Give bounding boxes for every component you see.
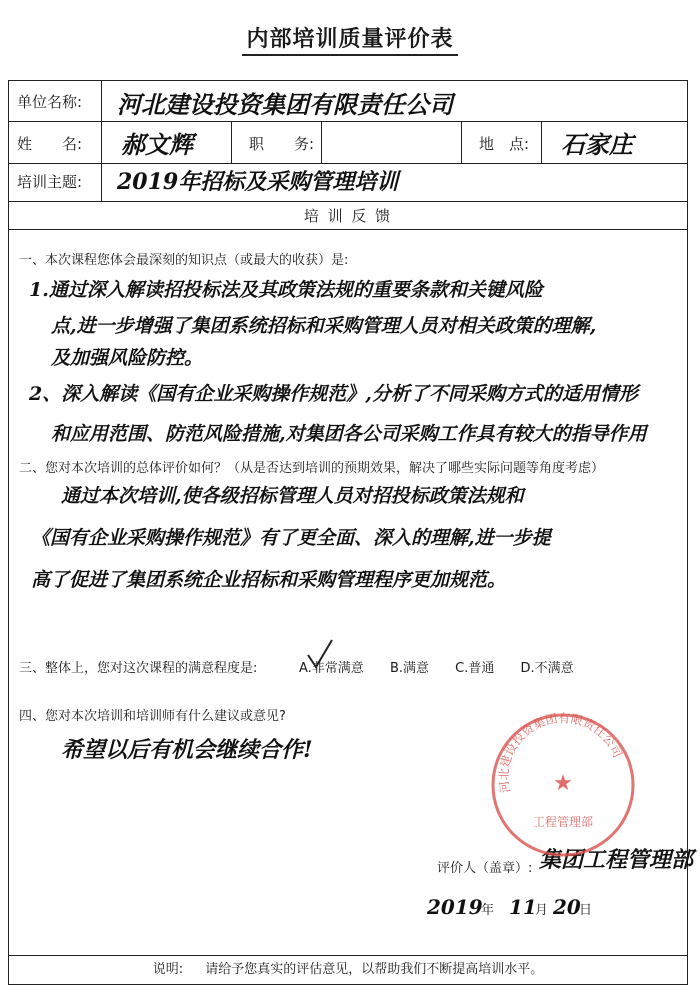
year-char: 年 (481, 903, 495, 918)
day-char: 日 (579, 903, 593, 918)
satisfaction-options (299, 657, 596, 676)
question-4: 四、您对本次培训和培训师有什么建议或意见? (19, 709, 286, 724)
month-char: 月 (535, 903, 549, 918)
date-month: 11 (509, 895, 537, 919)
question-1: 一、本次课程您体会最深刻的知识点（或最大的收获）是: (19, 253, 349, 268)
question-3: 三、整体上，您对这次课程的满意程度是: (19, 661, 258, 676)
topic-value: 2019年招标及采购管理培训 (117, 169, 399, 195)
option-c: C.普通 (455, 661, 495, 676)
q1-answer-line: 2、深入解读《国有企业采购操作规范》,分析了不同采购方式的适用情形 (29, 383, 638, 405)
option-b: B.满意 (389, 661, 430, 676)
form-title: 内部培训质量评价表 (0, 22, 700, 53)
footer-note (9, 955, 687, 984)
name-label: 姓 名: (17, 135, 83, 153)
q2-answer-line: 《国有企业采购操作规范》有了更全面、深入的理解,进一步提 (31, 527, 551, 549)
question-2: 二、您对本次培训的总体评价如何？（从是否达到培训的预期效果，解决了哪些实际问题等角度考虑） (19, 461, 605, 476)
location-label: 地 点: (479, 135, 530, 153)
q1-answer-line: 点,进一步增强了集团系统招标和采购管理人员对相关政策的理解, (51, 315, 597, 337)
row-divider (9, 121, 687, 122)
unit-value: 河北建设投资集团有限责任公司 (117, 90, 453, 119)
q1-answer-line: 和应用范围、防范风险措施,对集团各公司采购工作具有较大的指导作用 (51, 423, 647, 445)
footer-label: 说明: (152, 962, 184, 977)
option-d: D.不满意 (520, 661, 574, 676)
row-divider (9, 163, 687, 164)
evaluator-label: 评价人（盖章）: (437, 861, 533, 876)
name-value: 郝文辉 (121, 130, 193, 159)
seal-star-icon: ★ (553, 771, 573, 796)
column-divider (101, 81, 102, 201)
unit-label: 单位名称: (17, 93, 83, 111)
evaluator-value: 集团工程管理部 (539, 847, 694, 873)
column-divider (231, 121, 232, 163)
column-divider (541, 121, 542, 163)
row-divider (9, 229, 687, 230)
check-mark-icon (305, 637, 335, 671)
q1-answer-line: 1.通过深入解读招投标法及其政策法规的重要条款和关键风险 (29, 279, 543, 301)
location-value: 石家庄 (561, 130, 633, 159)
section-title: 培 训 反 馈 (303, 207, 393, 225)
option-a: A.非常满意 (299, 661, 364, 676)
q4-answer: 希望以后有机会继续合作! (61, 737, 313, 763)
seal-text: 河北建设投资集团有限责任公司 (496, 711, 625, 794)
topic-label: 培训主题: (17, 173, 83, 191)
footer-text: 请给予您真实的评估意见，以帮助我们不断提高培训水平。 (205, 962, 544, 977)
date-year: 2019 (427, 895, 483, 919)
job-label: 职 务: (249, 135, 315, 153)
column-divider (461, 121, 462, 163)
company-seal-stamp (488, 710, 638, 860)
q1-answer-line: 及加强风险防控。 (51, 347, 204, 369)
q2-answer-line: 通过本次培训,使各级招标管理人员对招投标政策法规和 (61, 485, 524, 507)
date-day: 20 (553, 895, 581, 919)
seal-subtext: 工程管理部 (532, 815, 594, 829)
row-divider (9, 201, 687, 202)
column-divider (321, 121, 322, 163)
q2-answer-line: 高了促进了集团系统企业招标和采购管理程序更加规范。 (31, 569, 507, 591)
